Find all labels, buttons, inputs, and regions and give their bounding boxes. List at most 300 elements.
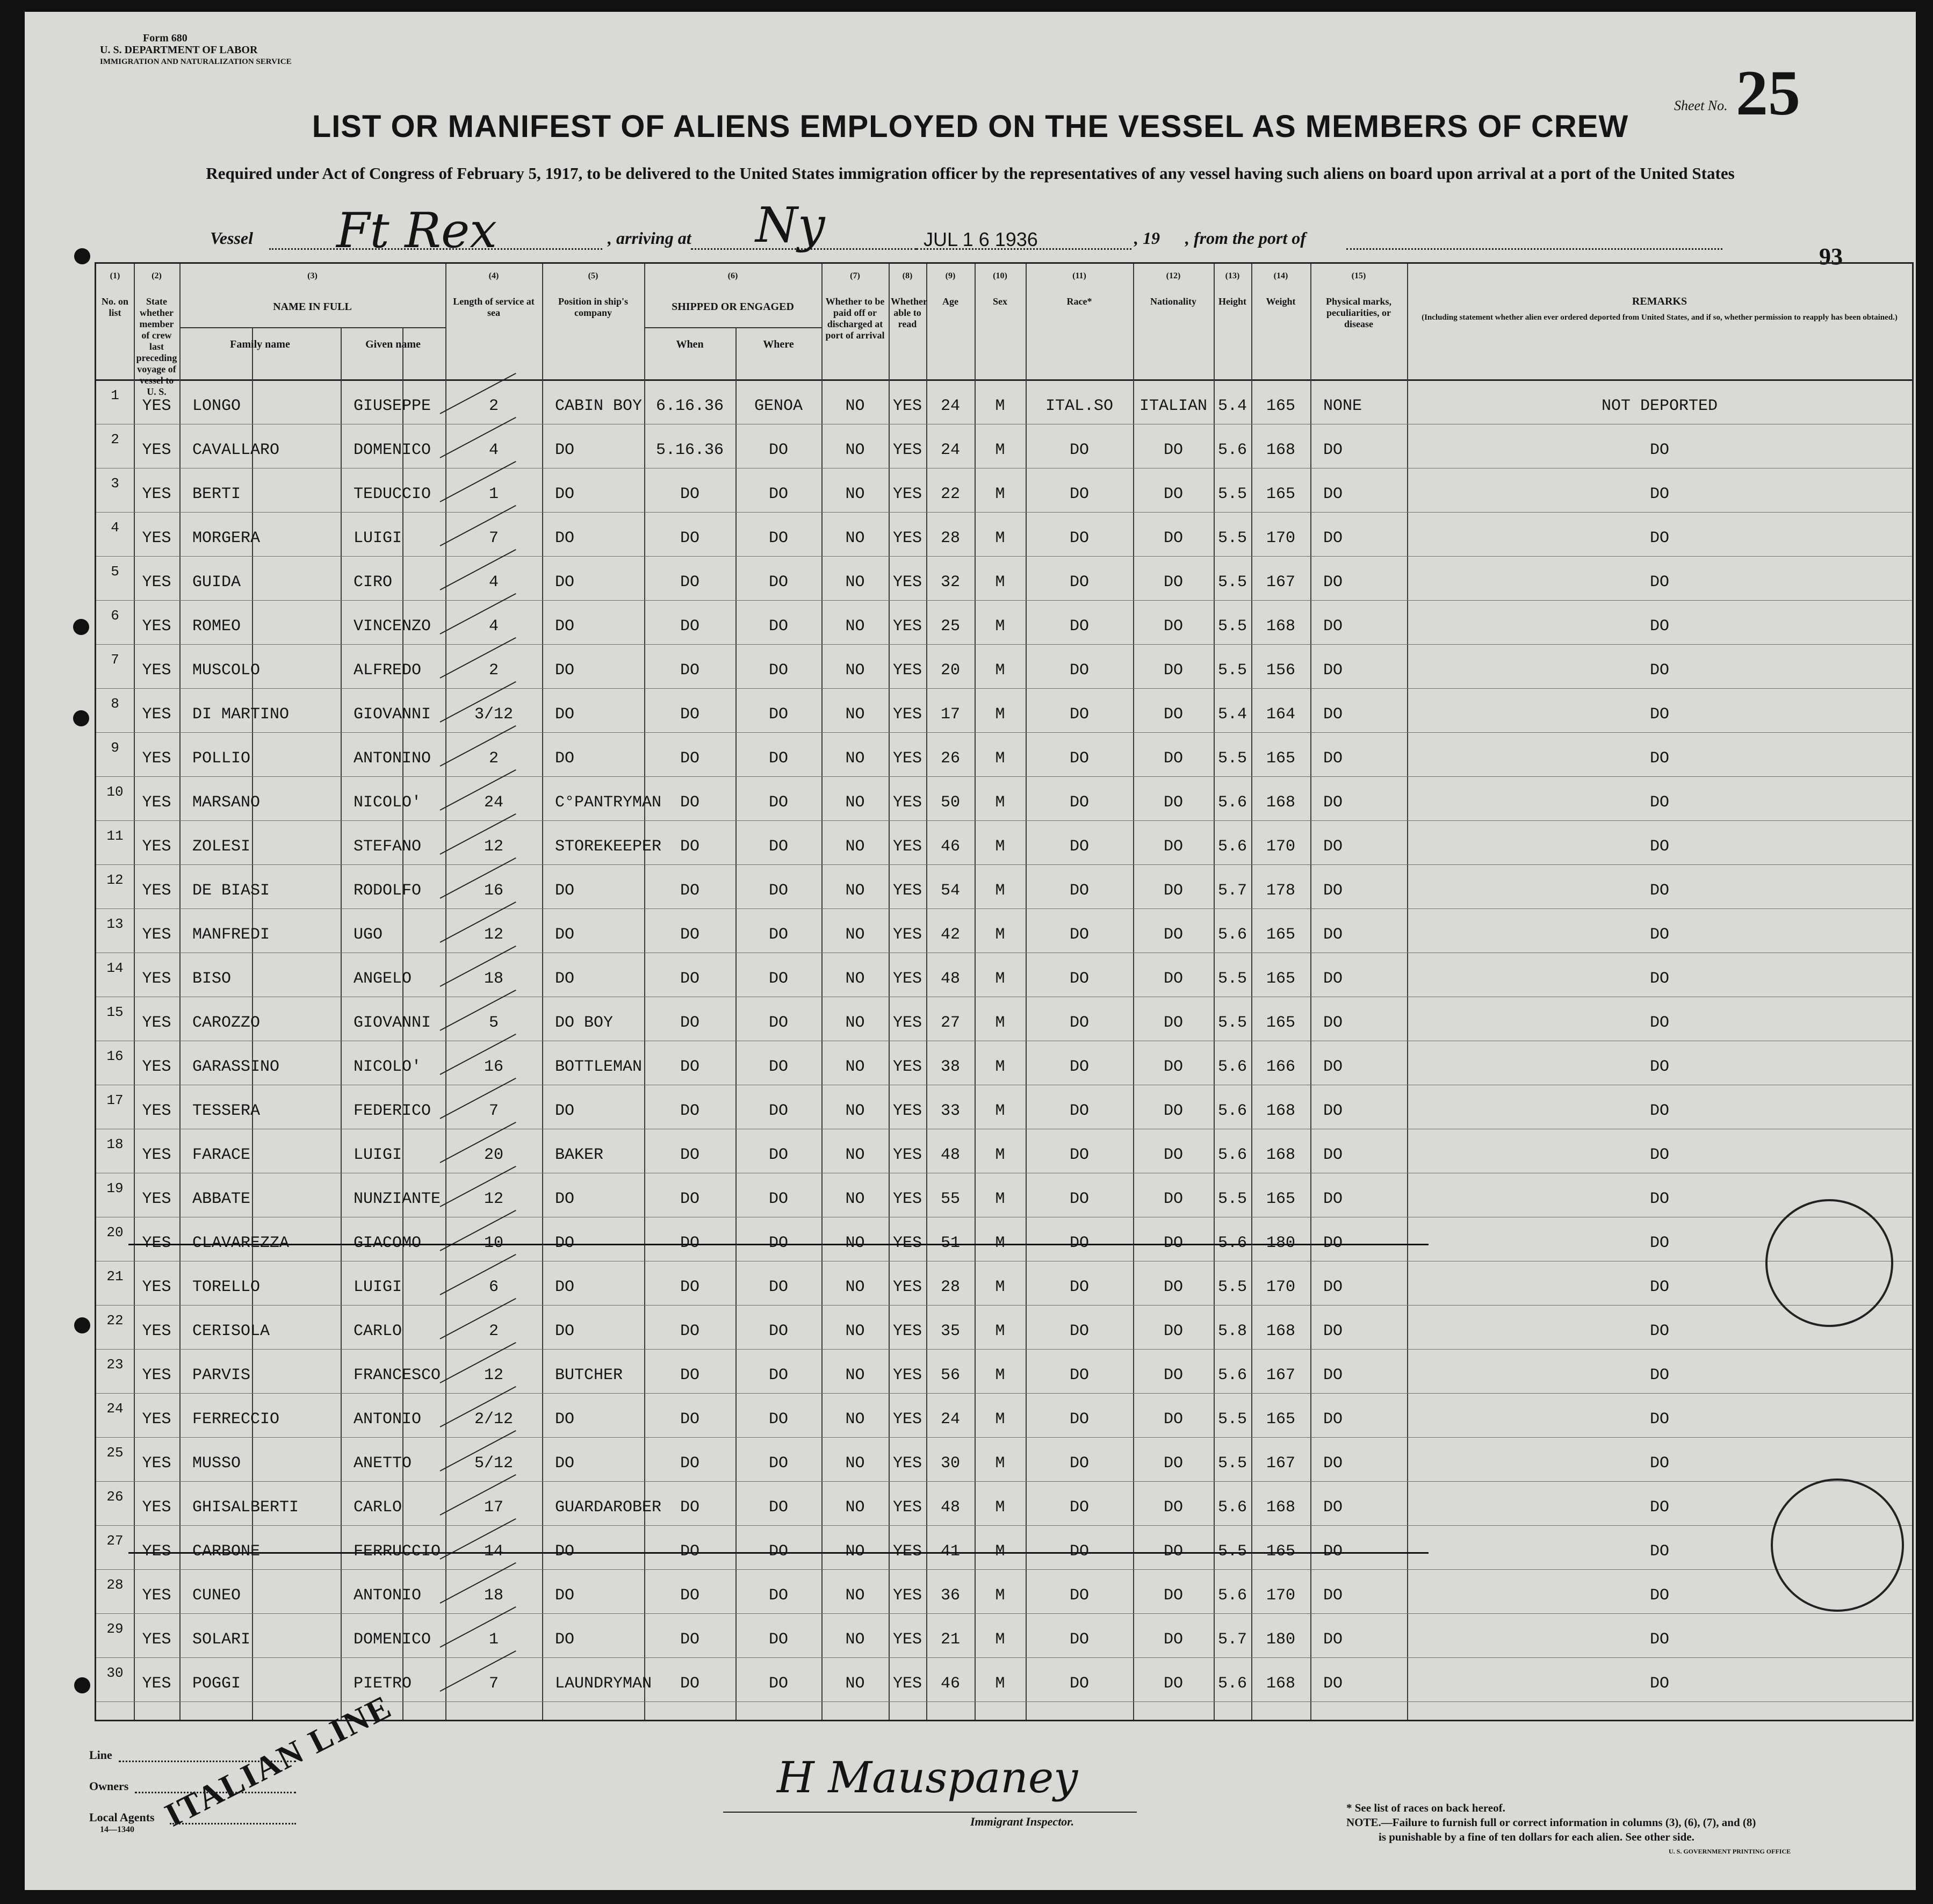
nationality: DO <box>1163 573 1183 592</box>
prior-voyage: YES <box>142 1014 171 1032</box>
remarks: DO <box>1649 749 1669 768</box>
shipped-where: DO <box>768 441 788 459</box>
remarks: DO <box>1649 485 1669 503</box>
sex: M <box>995 1146 1005 1164</box>
sex: M <box>995 1058 1005 1076</box>
able-to-read: YES <box>892 617 922 636</box>
height: 5.6 <box>1217 1058 1247 1076</box>
prior-voyage: YES <box>142 617 171 636</box>
able-to-read: YES <box>892 573 922 592</box>
race: DO <box>1069 1278 1089 1296</box>
able-to-read: YES <box>892 485 922 503</box>
able-to-read: YES <box>892 441 922 459</box>
given-name: ANGELO <box>354 970 412 988</box>
shipped-where: DO <box>768 661 788 680</box>
remarks: DO <box>1649 1410 1669 1429</box>
paid-off: NO <box>845 1322 865 1340</box>
column-header: Given name <box>365 338 421 350</box>
family-name: MARSANO <box>192 794 261 812</box>
shipped-where: DO <box>768 1586 788 1605</box>
position: CABIN BOY <box>555 397 643 415</box>
physical-marks: DO <box>1323 1278 1343 1296</box>
height: 5.5 <box>1217 1190 1247 1208</box>
age: 42 <box>940 926 960 944</box>
weight: 165 <box>1266 1014 1295 1032</box>
inspector-label: Immigrant Inspector. <box>970 1815 1074 1828</box>
position: DO <box>555 1410 575 1429</box>
physical-marks: DO <box>1323 749 1343 768</box>
race: DO <box>1069 1454 1089 1473</box>
race: DO <box>1069 794 1089 812</box>
able-to-read: YES <box>892 1322 922 1340</box>
sex: M <box>995 397 1005 415</box>
prior-voyage: YES <box>142 1278 171 1296</box>
column-header: Physical marks, peculiarities, or disease <box>1325 296 1391 329</box>
column-number: (13) <box>1225 271 1240 280</box>
given-name: FRANCESCO <box>354 1366 441 1384</box>
row-number: 25 <box>106 1445 124 1461</box>
race: DO <box>1069 529 1089 547</box>
race: DO <box>1069 1410 1089 1429</box>
weight: 165 <box>1266 1542 1295 1561</box>
height: 5.5 <box>1217 573 1247 592</box>
paid-off: NO <box>845 1454 865 1473</box>
able-to-read: YES <box>892 882 922 900</box>
age: 51 <box>940 1234 960 1252</box>
height: 5.6 <box>1217 1586 1247 1605</box>
remarks: DO <box>1649 573 1669 592</box>
column-header: No. on list <box>101 296 128 318</box>
weight: 167 <box>1266 1454 1295 1473</box>
sex: M <box>995 441 1005 459</box>
height: 5.6 <box>1217 794 1247 812</box>
physical-marks: NONE <box>1323 397 1362 415</box>
prior-voyage: YES <box>142 1542 171 1561</box>
shipped-when: 6.16.36 <box>655 397 724 415</box>
shipped-where: DO <box>768 1278 788 1296</box>
row-number: 29 <box>106 1621 124 1637</box>
nationality: DO <box>1163 882 1183 900</box>
position: DO <box>555 882 575 900</box>
height: 5.6 <box>1217 1234 1247 1252</box>
form-id: Form 680 U. S. DEPARTMENT OF LABOR IMMIGRATION AND NATURALIZATION SERVICE <box>100 32 292 66</box>
height: 5.5 <box>1217 1454 1247 1473</box>
shipped-when: DO <box>680 1190 699 1208</box>
age: 56 <box>940 1366 960 1384</box>
family-name: CAVALLARO <box>192 441 280 459</box>
nationality: DO <box>1163 794 1183 812</box>
service-length: 16 <box>484 882 503 900</box>
service-length: 12 <box>484 1366 503 1384</box>
shipped-when: DO <box>680 838 699 856</box>
paid-off: NO <box>845 794 865 812</box>
weight: 170 <box>1266 529 1295 547</box>
family-name: CARBONE <box>192 1542 261 1561</box>
prior-voyage: YES <box>142 1498 171 1517</box>
age: 46 <box>940 838 960 856</box>
year-label: , 19 <box>1134 228 1160 248</box>
age: 26 <box>940 749 960 768</box>
sex: M <box>995 661 1005 680</box>
paid-off: NO <box>845 1675 865 1693</box>
shipped-where: DO <box>768 749 788 768</box>
service-length: 2 <box>488 1322 499 1340</box>
service-length: 20 <box>484 1146 503 1164</box>
row-number: 10 <box>106 784 124 800</box>
prior-voyage: YES <box>142 1234 171 1252</box>
physical-marks: DO <box>1323 970 1343 988</box>
age: 20 <box>940 661 960 680</box>
height: 5.8 <box>1217 1322 1247 1340</box>
paid-off: NO <box>845 838 865 856</box>
shipped-where: DO <box>768 1410 788 1429</box>
row-number: 3 <box>111 475 119 492</box>
prior-voyage: YES <box>142 397 171 415</box>
able-to-read: YES <box>892 1058 922 1076</box>
prior-voyage: YES <box>142 1366 171 1384</box>
sex: M <box>995 1322 1005 1340</box>
weight: 168 <box>1266 1146 1295 1164</box>
position: DO <box>555 617 575 636</box>
given-name: STEFANO <box>354 838 422 856</box>
weight: 165 <box>1266 926 1295 944</box>
paid-off: NO <box>845 1498 865 1517</box>
sex: M <box>995 926 1005 944</box>
shipped-where: DO <box>768 1631 788 1649</box>
race: DO <box>1069 838 1089 856</box>
agents-label: Local Agents <box>89 1811 155 1824</box>
column-header: Family name <box>230 338 290 350</box>
race: DO <box>1069 617 1089 636</box>
weight: 168 <box>1266 1322 1295 1340</box>
row-number: 28 <box>106 1577 124 1593</box>
nationality: DO <box>1163 1631 1183 1649</box>
paid-off: NO <box>845 1102 865 1120</box>
age: 17 <box>940 705 960 724</box>
shipped-when: DO <box>680 970 699 988</box>
port-handwriting: Ny <box>755 197 825 254</box>
position: DO <box>555 970 575 988</box>
shipped-when: DO <box>680 749 699 768</box>
weight: 167 <box>1266 1366 1295 1384</box>
position: DO <box>555 1102 575 1120</box>
nationality: DO <box>1163 617 1183 636</box>
column-header: SHIPPED OR ENGAGED <box>672 301 794 313</box>
punch-hole <box>73 710 89 726</box>
row-number: 16 <box>106 1048 124 1064</box>
family-name: ZOLESI <box>192 838 251 856</box>
column-number: (4) <box>488 271 499 280</box>
age: 22 <box>940 485 960 503</box>
sex: M <box>995 485 1005 503</box>
paid-off: NO <box>845 926 865 944</box>
paid-off: NO <box>845 749 865 768</box>
given-name: DOMENICO <box>354 1631 431 1649</box>
prior-voyage: YES <box>142 1454 171 1473</box>
shipped-when: DO <box>680 661 699 680</box>
prior-voyage: YES <box>142 970 171 988</box>
column-header: When <box>676 338 704 350</box>
service-length: 6 <box>488 1278 499 1296</box>
column-header: Position in ship's company <box>558 296 629 318</box>
race: DO <box>1069 485 1089 503</box>
row-number: 26 <box>106 1489 124 1505</box>
nationality: DO <box>1163 1454 1183 1473</box>
paid-off: NO <box>845 441 865 459</box>
height: 5.4 <box>1217 397 1247 415</box>
age: 48 <box>940 1498 960 1517</box>
family-name: GHISALBERTI <box>192 1498 299 1517</box>
shipped-where: DO <box>768 705 788 724</box>
remarks: DO <box>1649 1234 1669 1252</box>
prior-voyage: YES <box>142 661 171 680</box>
able-to-read: YES <box>892 1014 922 1032</box>
given-name: NICOLO' <box>354 794 422 812</box>
nationality: DO <box>1163 441 1183 459</box>
position: LAUNDRYMAN <box>555 1675 652 1693</box>
remarks: DO <box>1649 1014 1669 1032</box>
shipped-where: DO <box>768 1454 788 1473</box>
shipped-where: DO <box>768 485 788 503</box>
manifest-sheet <box>25 12 1916 1890</box>
position: BOTTLEMAN <box>555 1058 643 1076</box>
service-length: 12 <box>484 1190 503 1208</box>
family-name: GARASSINO <box>192 1058 280 1076</box>
physical-marks: DO <box>1323 1102 1343 1120</box>
column-header: Whether able to read <box>891 296 927 329</box>
shipped-where: DO <box>768 1234 788 1252</box>
paid-off: NO <box>845 1586 865 1605</box>
punch-hole <box>73 619 89 635</box>
weight: 168 <box>1266 441 1295 459</box>
shipped-when: 5.16.36 <box>655 441 724 459</box>
age: 28 <box>940 1278 960 1296</box>
position: DO <box>555 749 575 768</box>
column-header: Sex <box>993 296 1007 307</box>
remarks: DO <box>1649 1586 1669 1605</box>
sex: M <box>995 882 1005 900</box>
shipped-when: DO <box>680 1058 699 1076</box>
position: DO <box>555 1542 575 1561</box>
race: DO <box>1069 1322 1089 1340</box>
physical-marks: DO <box>1323 1410 1343 1429</box>
service-length: 2 <box>488 397 499 415</box>
service-length: 18 <box>484 1586 503 1605</box>
nationality: DO <box>1163 1190 1183 1208</box>
remarks: DO <box>1649 838 1669 856</box>
given-name: TEDUCCIO <box>354 485 431 503</box>
height: 5.6 <box>1217 926 1247 944</box>
age: 24 <box>940 1410 960 1429</box>
punch-hole <box>74 248 90 264</box>
weight: 168 <box>1266 794 1295 812</box>
paid-off: NO <box>845 882 865 900</box>
service-length: 24 <box>484 794 503 812</box>
row-number: 15 <box>106 1004 124 1020</box>
prior-voyage: YES <box>142 1322 171 1340</box>
race: DO <box>1069 441 1089 459</box>
shipped-where: DO <box>768 617 788 636</box>
family-name: LONGO <box>192 397 241 415</box>
row-number: 5 <box>111 564 119 580</box>
position: C°PANTRYMAN <box>555 794 662 812</box>
remarks: DO <box>1649 1102 1669 1120</box>
sex: M <box>995 1542 1005 1561</box>
shipped-where: DO <box>768 529 788 547</box>
given-name: ALFREDO <box>354 661 422 680</box>
remarks: DO <box>1649 1631 1669 1649</box>
column-header: State whether member of crew last preceding voyage of vessel to U. S. <box>136 296 177 397</box>
nationality: DO <box>1163 1410 1183 1429</box>
position: DO <box>555 1278 575 1296</box>
vessel-handwriting: Ft Rex <box>336 203 497 259</box>
column-header: Length of service at sea <box>453 296 535 318</box>
position: DO <box>555 705 575 724</box>
able-to-read: YES <box>892 926 922 944</box>
able-to-read: YES <box>892 1498 922 1517</box>
shipped-where: DO <box>768 926 788 944</box>
remarks: DO <box>1649 705 1669 724</box>
physical-marks: DO <box>1323 1631 1343 1649</box>
able-to-read: YES <box>892 1234 922 1252</box>
family-name: FERRECCIO <box>192 1410 280 1429</box>
weight: 165 <box>1266 970 1295 988</box>
column-number: (8) <box>902 271 913 280</box>
shipped-when: DO <box>680 1102 699 1120</box>
row-number: 19 <box>106 1180 124 1196</box>
height: 5.6 <box>1217 1366 1247 1384</box>
able-to-read: YES <box>892 970 922 988</box>
shipped-where: DO <box>768 1014 788 1032</box>
column-header: Race* <box>1066 296 1092 307</box>
family-name: BISO <box>192 970 232 988</box>
family-name: TESSERA <box>192 1102 261 1120</box>
weight: 180 <box>1266 1631 1295 1649</box>
weight: 165 <box>1266 1190 1295 1208</box>
family-name: DE BIASI <box>192 882 270 900</box>
age: 36 <box>940 1586 960 1605</box>
physical-marks: DO <box>1323 838 1343 856</box>
paid-off: NO <box>845 1542 865 1561</box>
family-name: CAROZZO <box>192 1014 261 1032</box>
weight: 170 <box>1266 1586 1295 1605</box>
position: DO BOY <box>555 1014 614 1032</box>
physical-marks: DO <box>1323 661 1343 680</box>
column-number: (9) <box>945 271 956 280</box>
column-number: (11) <box>1072 271 1086 280</box>
service-length: 5 <box>488 1014 499 1032</box>
row-number: 23 <box>106 1357 124 1373</box>
position: DO <box>555 1234 575 1252</box>
sex: M <box>995 1234 1005 1252</box>
age: 54 <box>940 882 960 900</box>
shipped-where: DO <box>768 1366 788 1384</box>
sex: M <box>995 1410 1005 1429</box>
arriving-label: , arriving at <box>608 228 691 248</box>
column-number: (6) <box>727 271 738 280</box>
remarks: DO <box>1649 794 1669 812</box>
service-length: 4 <box>488 573 499 592</box>
family-name: CERISOLA <box>192 1322 270 1340</box>
given-name: LUIGI <box>354 1278 402 1296</box>
given-name: CIRO <box>354 573 393 592</box>
row-number: 12 <box>106 872 124 888</box>
family-name: MUSSO <box>192 1454 241 1473</box>
given-name: VINCENZO <box>354 617 431 636</box>
shipped-when: DO <box>680 882 699 900</box>
physical-marks: DO <box>1323 573 1343 592</box>
able-to-read: YES <box>892 1190 922 1208</box>
physical-marks: DO <box>1323 794 1343 812</box>
shipped-where: DO <box>768 1058 788 1076</box>
shipped-where: DO <box>768 1498 788 1517</box>
given-name: ANTONIO <box>354 1586 422 1605</box>
physical-marks: DO <box>1323 1675 1343 1693</box>
race: DO <box>1069 1014 1089 1032</box>
age: 38 <box>940 1058 960 1076</box>
family-name: ABBATE <box>192 1190 251 1208</box>
strike-through <box>128 1552 1429 1554</box>
service-length: 18 <box>484 970 503 988</box>
given-name: CARLO <box>354 1322 402 1340</box>
row-number: 22 <box>106 1312 124 1329</box>
able-to-read: YES <box>892 1102 922 1120</box>
consulate-seal <box>1765 1199 1893 1327</box>
consulate-seal <box>1771 1479 1904 1612</box>
race: DO <box>1069 661 1089 680</box>
shipped-where: DO <box>768 1675 788 1693</box>
family-name: SOLARI <box>192 1631 251 1649</box>
shipped-when: DO <box>680 1234 699 1252</box>
weight: 167 <box>1266 573 1295 592</box>
race: DO <box>1069 1190 1089 1208</box>
race: DO <box>1069 573 1089 592</box>
paid-off: NO <box>845 573 865 592</box>
able-to-read: YES <box>892 1146 922 1164</box>
remarks: DO <box>1649 882 1669 900</box>
shipped-when: DO <box>680 794 699 812</box>
sex: M <box>995 1498 1005 1517</box>
prior-voyage: YES <box>142 485 171 503</box>
physical-marks: DO <box>1323 485 1343 503</box>
paid-off: NO <box>845 1278 865 1296</box>
footnote: * See list of races on back hereof. NOTE.—Failure to furnish full or correct information in columns (3), (6), (7), and (8) is punishable by a fine of ten dollars for each alien. See other side. U. S. GOVERNMENT PRINTING OFFICE <box>1346 1801 1791 1855</box>
given-name: CARLO <box>354 1498 402 1517</box>
paid-off: NO <box>845 1014 865 1032</box>
service-length: 1 <box>488 485 499 503</box>
column-header: Nationality <box>1150 296 1196 307</box>
prior-voyage: YES <box>142 1675 171 1693</box>
paid-off: NO <box>845 1190 865 1208</box>
age: 25 <box>940 617 960 636</box>
punch-hole <box>74 1677 90 1693</box>
race: DO <box>1069 1366 1089 1384</box>
column-header: NAME IN FULL <box>273 301 352 313</box>
able-to-read: YES <box>892 794 922 812</box>
shipped-where: DO <box>768 573 788 592</box>
nationality: DO <box>1163 970 1183 988</box>
given-name: GIACOMO <box>354 1234 422 1252</box>
shipped-when: DO <box>680 926 699 944</box>
paid-off: NO <box>845 970 865 988</box>
physical-marks: DO <box>1323 441 1343 459</box>
position: DO <box>555 1322 575 1340</box>
age: 24 <box>940 397 960 415</box>
service-length: 7 <box>488 1102 499 1120</box>
race: DO <box>1069 926 1089 944</box>
sex: M <box>995 1014 1005 1032</box>
shipped-where: DO <box>768 1146 788 1164</box>
